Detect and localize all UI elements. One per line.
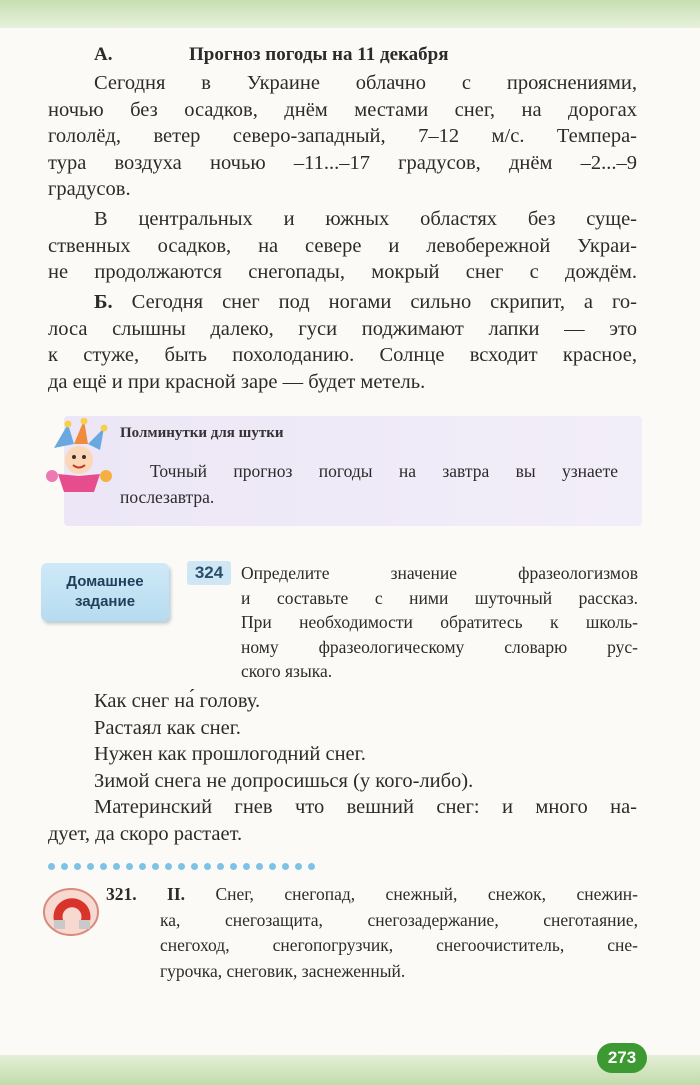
forecast-line: ночью без осадков, днём местами снег, на дорогах — [48, 98, 637, 121]
top-decor-band — [0, 0, 700, 28]
forecast-heading — [94, 44, 534, 66]
section-a-letter: А. — [94, 44, 113, 65]
joke-line: Точный прогноз погоды на завтра вы узнаете — [150, 461, 618, 481]
idiom-line: Как снег на́ голову. — [94, 690, 261, 712]
forecast-title: Прогноз погоды на 11 декабря — [189, 44, 449, 65]
forecast-line: тура воздуха ночью –11...–17 градусов, днём –2...–9 — [48, 151, 637, 174]
homework-badge — [41, 563, 169, 621]
page-number: 273 — [597, 1043, 647, 1073]
forecast-line: гололёд, ветер северо-западный, 7–12 м/с. Темпера- — [48, 125, 637, 147]
idiom-line: Зимой снега не допросишься (у кого-либо). — [94, 769, 474, 792]
reference-line: ка, снегозащита, снегозадержание, снеготаяние, — [160, 909, 638, 930]
idiom-line: Нужен как прошлогодний снег. — [94, 743, 366, 765]
reference-line: гурочка, снеговик, заснеженный. — [160, 960, 406, 981]
folk-signs-first: Сегодня снег под ногами сильно скрипит, а го- — [131, 291, 637, 313]
dotted-divider — [48, 863, 315, 870]
task-line: и составьте с ними шуточный рассказ. — [241, 587, 638, 608]
task-line: ному фразеологическому словарю рус- — [241, 636, 638, 657]
homework-badge-line: Домашнее — [66, 573, 144, 590]
section-b-letter: Б. — [94, 291, 113, 313]
task-line: Определите значение фразеологизмов — [241, 563, 638, 583]
folk-signs-line: к стуже, быть похолоданию. Солнце всходит красное, — [48, 344, 637, 366]
reference-line — [106, 882, 638, 908]
regions-line: не продолжаются снегопады, мокрый снег с дождём. — [48, 261, 637, 283]
regions-line: ственных осадков, на севере и левобережной Украи- — [48, 234, 637, 257]
reference-line: снегоход, снегопогрузчик, снегоочиститель, сне- — [160, 935, 638, 955]
idiom-line: дует, да скоро растает. — [48, 822, 243, 845]
joke-line: послезавтра. — [120, 487, 215, 507]
exercise-number: 324 — [187, 561, 231, 585]
idiom-line: Растаял как снег. — [94, 716, 241, 739]
forecast-line: Сегодня в Украине облачно с прояснениями, — [94, 72, 637, 94]
reference-number: 321. II. — [106, 884, 186, 904]
task-line: ского языка. — [241, 661, 333, 681]
jester-icon — [44, 418, 114, 496]
bottom-decor-band — [0, 1055, 700, 1085]
regions-line: В центральных и южных областях без суще- — [94, 208, 637, 230]
folk-signs-line: да ещё и при красной заре — будет метель. — [48, 370, 426, 393]
task-line: При необходимости обратитесь к школь- — [241, 612, 638, 632]
folk-signs-line: лоса слышны далеко, гуси поджимают лапки — это — [48, 317, 637, 340]
folk-signs-line — [94, 289, 637, 316]
magnet-icon — [40, 880, 102, 942]
joke-title: Полминутки для шутки — [120, 425, 284, 441]
reference-first-line: Снег, снегопад, снежный, снежок, снежин- — [215, 884, 639, 904]
forecast-line: градусов. — [48, 178, 131, 200]
homework-badge-line: задание — [74, 593, 136, 610]
idiom-line: Материнский гнев что вешний снег: и много на- — [94, 796, 637, 818]
